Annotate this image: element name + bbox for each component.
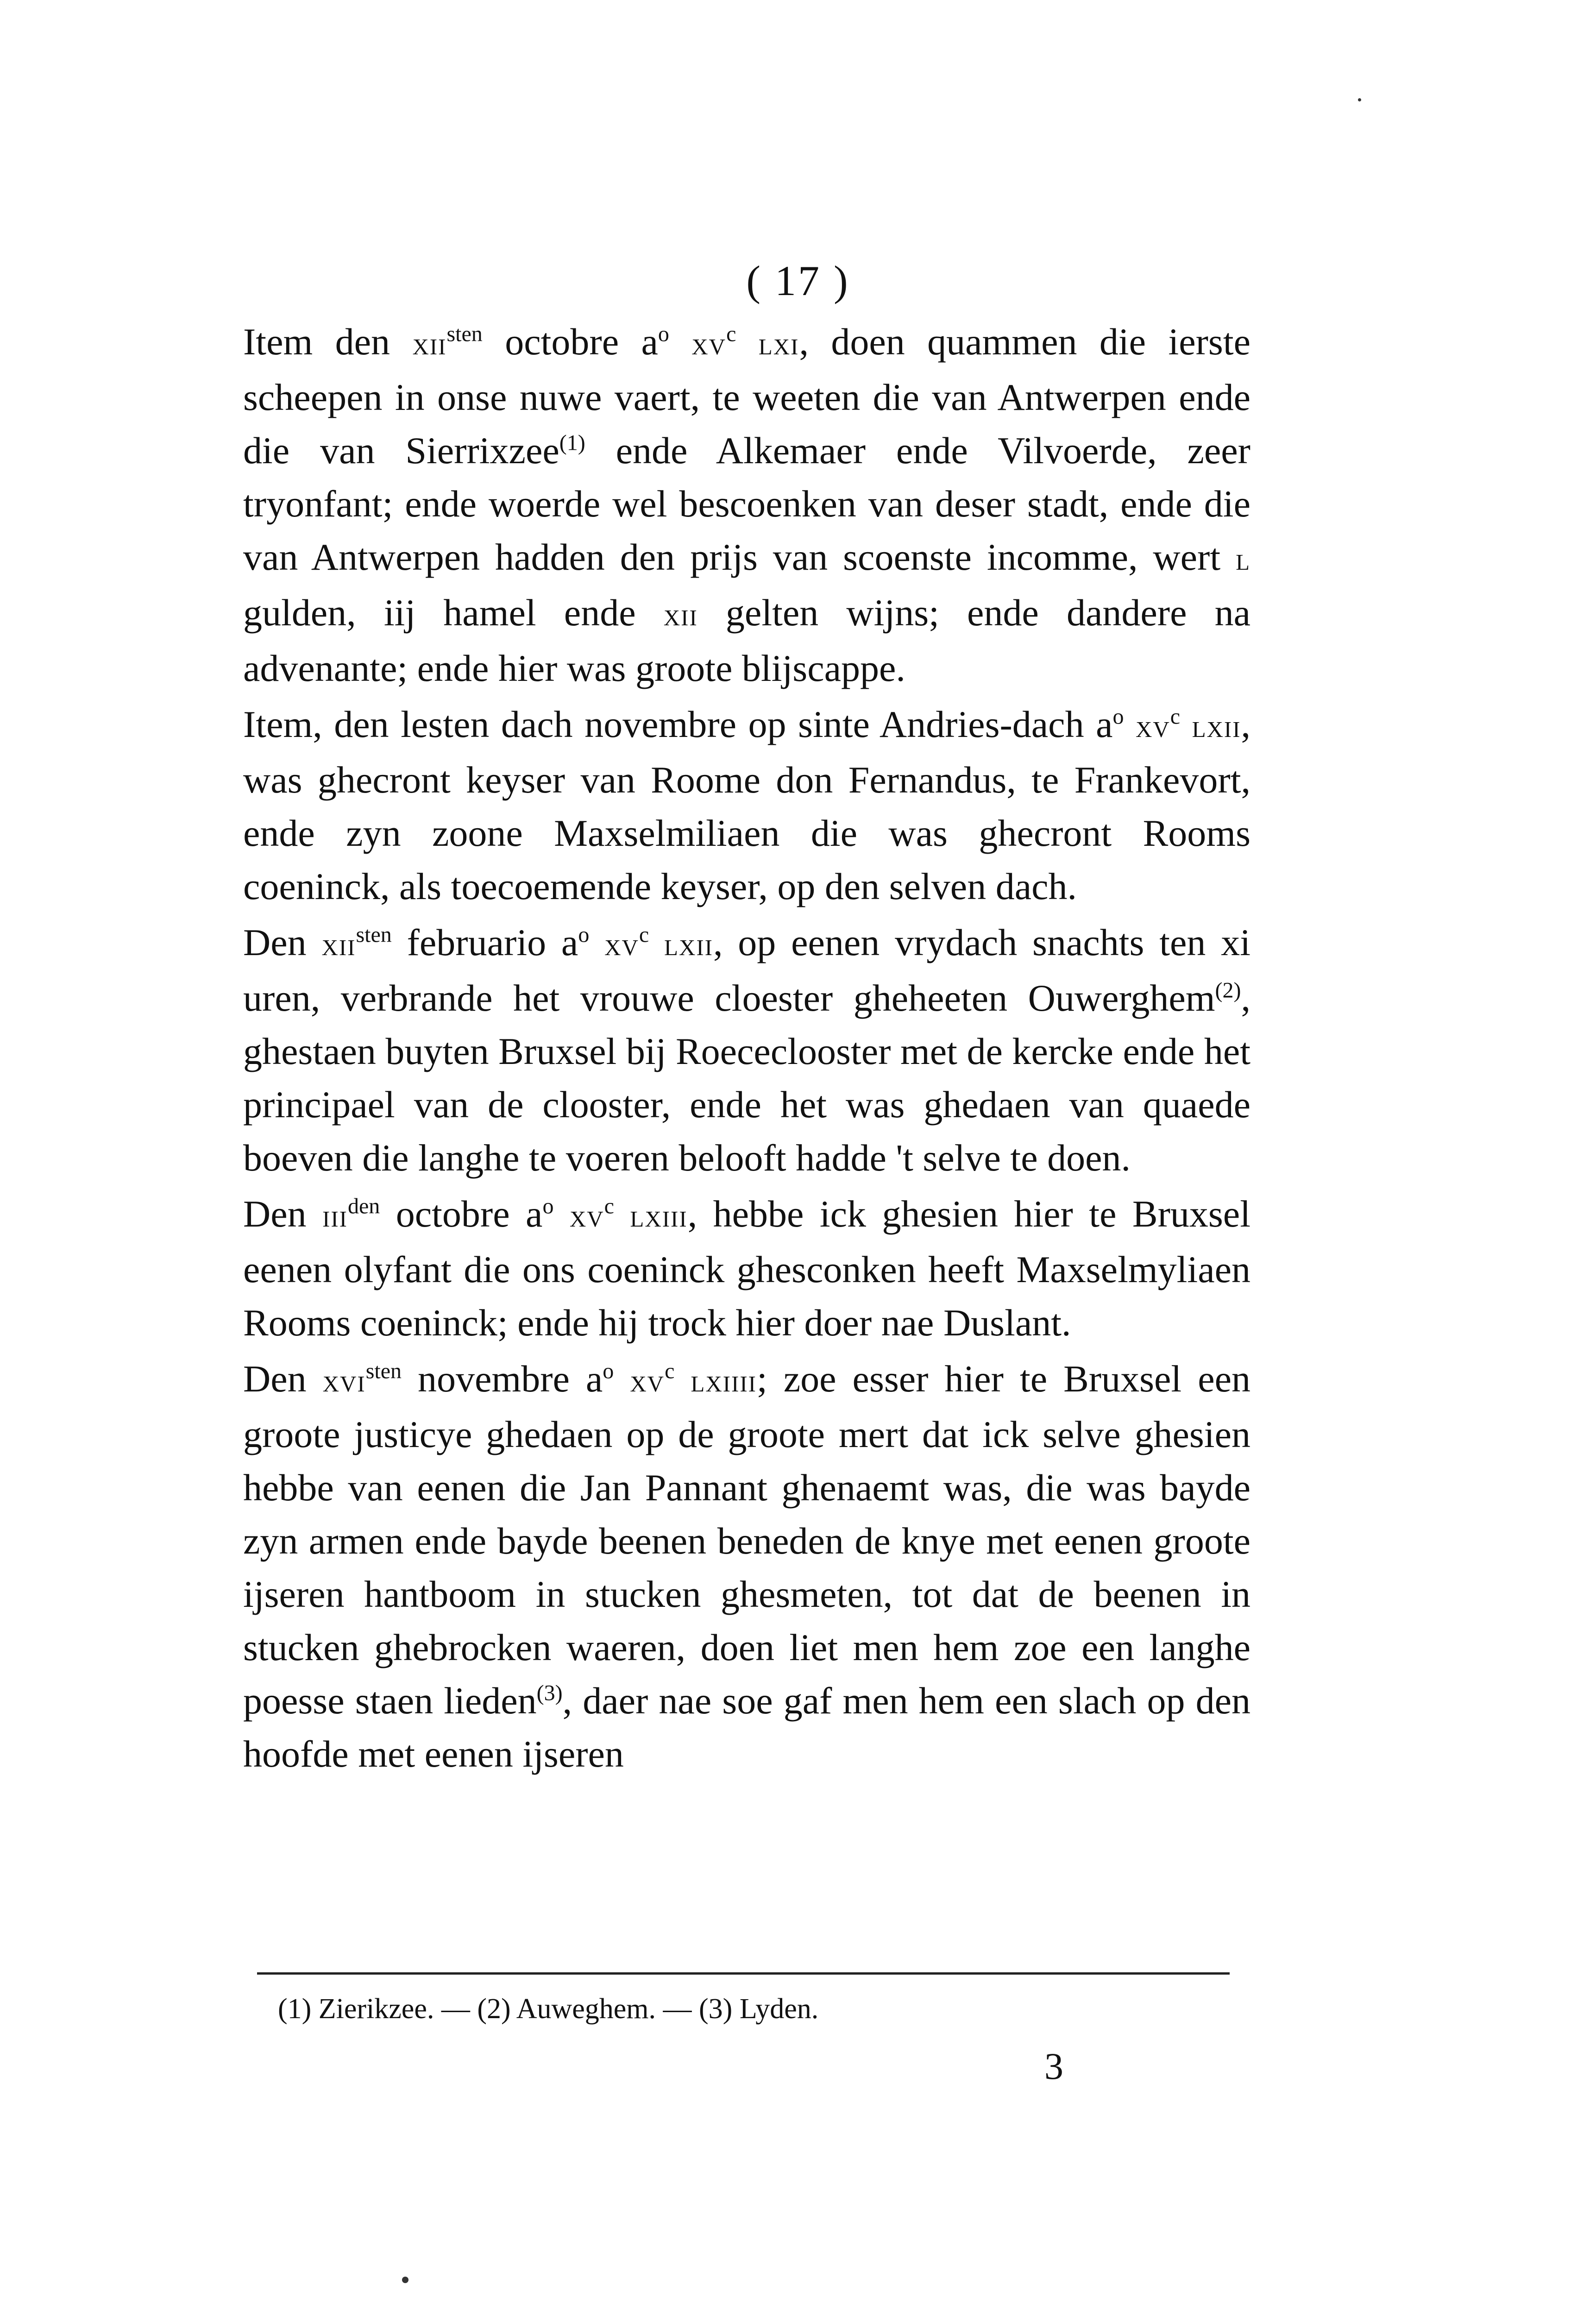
roman-numeral: xii — [321, 927, 356, 963]
paper-speck — [402, 2277, 408, 2283]
roman-numeral: xii — [412, 326, 447, 362]
roman-numeral: lxii — [1192, 709, 1241, 744]
superscript: sten — [365, 1359, 402, 1384]
roman-numeral: xv — [691, 326, 727, 362]
text-run: octobre a — [380, 1193, 543, 1235]
superscript: (1) — [559, 430, 585, 455]
text-run: Den — [243, 921, 322, 963]
text-run: ende Alkemaer ende Vilvoerde, zeer tryonfant; ende woerde wel bescoenken van deser stadt, ende die van Antwerpen hadden den prijs van scoenste incomme, wert — [243, 429, 1250, 578]
text-run — [669, 321, 691, 363]
text-run: februario a — [391, 921, 578, 963]
footnotes: (1) Zierikzee. — (2) Auweghem. — (3) Lyden. — [278, 1993, 819, 2025]
superscript: c — [604, 1194, 614, 1219]
text-run: novembre a — [402, 1358, 603, 1400]
text-run — [614, 1358, 630, 1400]
text-run: Item den — [243, 321, 413, 363]
superscript: sten — [446, 321, 483, 346]
text-run: Item, den lesten dach novembre op sinte Andries-dach a — [243, 703, 1113, 745]
superscript: o — [1112, 704, 1124, 729]
footnote-divider — [257, 1972, 1230, 1975]
text-run — [1124, 703, 1136, 745]
body-text — [243, 315, 1250, 1783]
text-run: , ghestaen buyten Bruxsel bij Roececlooster met de kercke ende het principael van de clooster, ende het was ghedaen van quaede boeven die langhe te voeren belooft hadde 't selve te doen. — [243, 977, 1250, 1179]
roman-numeral: xv — [630, 1363, 665, 1399]
paragraph-5 — [243, 1352, 1250, 1781]
paragraph-1 — [243, 315, 1250, 695]
text-run: , doen quammen die ierste scheepen in onse nuwe vaert, te weeten die van Antwerpen ende die van Sierrixzee — [243, 321, 1251, 472]
roman-numeral: lxii — [664, 927, 713, 963]
superscript: c — [1170, 704, 1181, 729]
text-run: ; zoe esser hier te Bruxsel een groote justicye ghedaen op de groote mert dat ick selve ghesien hebbe van eenen die Jan Pannant ghenaemt was, die was bayde zyn armen ende bayde beenen beneden de knye met eenen groote ijseren hantboom in stucken ghesmeten, tot dat de beenen in stucken ghebrocken waeren, doen liet men hem zoe een langhe poesse staen lieden — [243, 1358, 1250, 1722]
page-number: ( 17 ) — [746, 257, 850, 304]
text-run: octobre a — [482, 321, 658, 363]
text-run — [736, 321, 758, 363]
paragraph-2 — [243, 698, 1250, 913]
superscript: c — [665, 1359, 675, 1384]
roman-numeral: xvi — [322, 1363, 366, 1399]
roman-numeral: iii — [322, 1198, 348, 1234]
roman-numeral: xv — [569, 1198, 604, 1234]
superscript: o — [658, 321, 669, 346]
roman-numeral: xii — [663, 597, 698, 633]
text-run: , daer nae soe gaf men hem een slach op den hoofde met eenen ijseren — [243, 1680, 1250, 1775]
roman-numeral: lxi — [758, 326, 799, 362]
text-run — [589, 921, 604, 963]
paper-speck — [1358, 98, 1361, 101]
superscript: o — [603, 1359, 614, 1384]
text-run: gelten wijns; ende dandere na advenante; ende hier was groote blijscappe. — [243, 592, 1251, 689]
text-run — [649, 921, 664, 963]
text-run — [614, 1193, 630, 1235]
superscript: (2) — [1215, 978, 1241, 1003]
text-run: Den — [243, 1358, 323, 1400]
text-run: , was ghecront keyser van Roome don Fernandus, te Frankevort, ende zyn zoone Maxselmiliaen die was ghecront Rooms coeninck, als toecoemende keyser, op den selven dach. — [243, 703, 1251, 907]
superscript: (3) — [536, 1680, 563, 1706]
text-run: , op eenen vrydach snachts ten xi uren, verbrande het vrouwe cloester gheheeten Ouwerghem — [243, 921, 1250, 1019]
superscript: sten — [356, 922, 392, 947]
roman-numeral: lxiiii — [691, 1363, 757, 1399]
superscript: c — [726, 321, 736, 346]
text-run — [1180, 703, 1192, 745]
text-run: gulden, iij hamel ende — [243, 592, 664, 634]
superscript: o — [578, 922, 590, 947]
superscript: o — [542, 1194, 554, 1219]
paragraph-4 — [243, 1187, 1250, 1349]
roman-numeral: lxiii — [630, 1198, 688, 1234]
text-run — [674, 1358, 691, 1400]
superscript: c — [639, 922, 649, 947]
text-run: , hebbe ick ghesien hier te Bruxsel eenen olyfant die ons coeninck ghesconken heeft Maxselmyliaen Rooms coeninck; ende hij trock hier doer nae Duslant. — [243, 1193, 1250, 1344]
signature-mark: 3 — [1044, 2045, 1063, 2087]
roman-numeral: xv — [604, 927, 639, 963]
paragraph-3 — [243, 916, 1250, 1184]
text-run: Den — [243, 1193, 323, 1235]
text-run — [553, 1193, 569, 1235]
roman-numeral: l — [1236, 541, 1250, 577]
superscript: den — [348, 1194, 380, 1219]
roman-numeral: xv — [1135, 709, 1170, 744]
